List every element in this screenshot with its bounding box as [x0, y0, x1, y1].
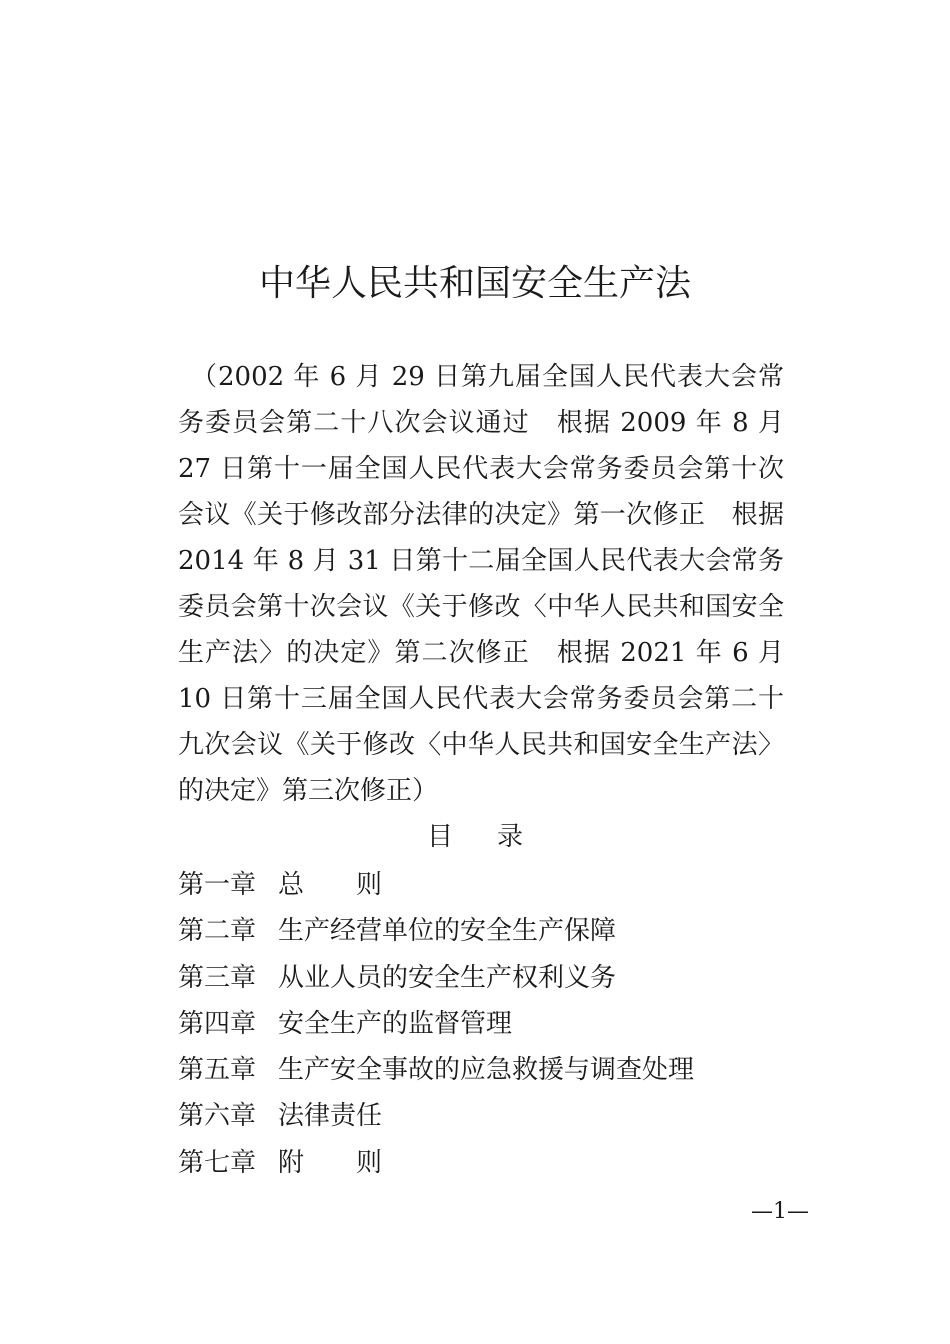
page-number: —1—: [751, 1199, 809, 1224]
toc-chapter-title: 生产经营单位的安全生产保障: [278, 916, 617, 947]
toc-item[interactable]: [178, 862, 778, 908]
toc-chapter-number: 第三章: [178, 962, 257, 993]
toc-chapter-number: 第二章: [178, 916, 257, 947]
toc-chapter-number: 第七章: [178, 1147, 257, 1178]
toc-chapter-title: 附 则: [278, 1147, 383, 1178]
document-title: 中华人民共和国安全生产法: [258, 263, 691, 304]
revision-note: （2002 年 6 月 29 日第九届全国人民代表大会常务委员会第二十八次会议通过 根据 2009 年 8 月 27 日第十一届全国人民代表大会常务委员会第十次会议《关于修改部分法律的决定》第一次修正 根据 2014 年 8 月 31 日第十二届全国人民代表大会常务委员会第十次会议《关于修改〈中华人民共和国安全生产法〉的决定》第二次修正 根据 2021 年 6 月 10 日第十三届全国人民代表大会常务委员会第二十九次会议《关于修改〈中华人民共和国安全生产法〉的决定》第三次修正）: [178, 362, 784, 806]
toc-item[interactable]: [178, 1093, 778, 1139]
toc-chapter-title: 法律责任: [278, 1101, 383, 1132]
toc-item[interactable]: [178, 1001, 778, 1047]
toc-item[interactable]: [178, 1047, 778, 1093]
toc-item[interactable]: [178, 1140, 778, 1186]
toc-chapter-number: 第四章: [178, 1008, 257, 1039]
toc-chapter-title: 安全生产的监督管理: [278, 1008, 513, 1039]
toc-item[interactable]: [178, 955, 778, 1001]
toc-chapter-title: 生产安全事故的应急救援与调查处理: [278, 1055, 695, 1086]
toc-chapter-title: 从业人员的安全生产权利义务: [278, 962, 617, 993]
toc-chapter-number: 第一章: [178, 870, 257, 900]
toc-item[interactable]: [178, 908, 778, 954]
toc-chapter-title: 总 则: [278, 870, 383, 900]
toc-chapter-number: 第六章: [178, 1101, 257, 1132]
toc-chapter-number: 第五章: [178, 1055, 257, 1086]
toc-heading: 目录: [426, 822, 567, 852]
table-of-contents: [178, 862, 778, 1186]
